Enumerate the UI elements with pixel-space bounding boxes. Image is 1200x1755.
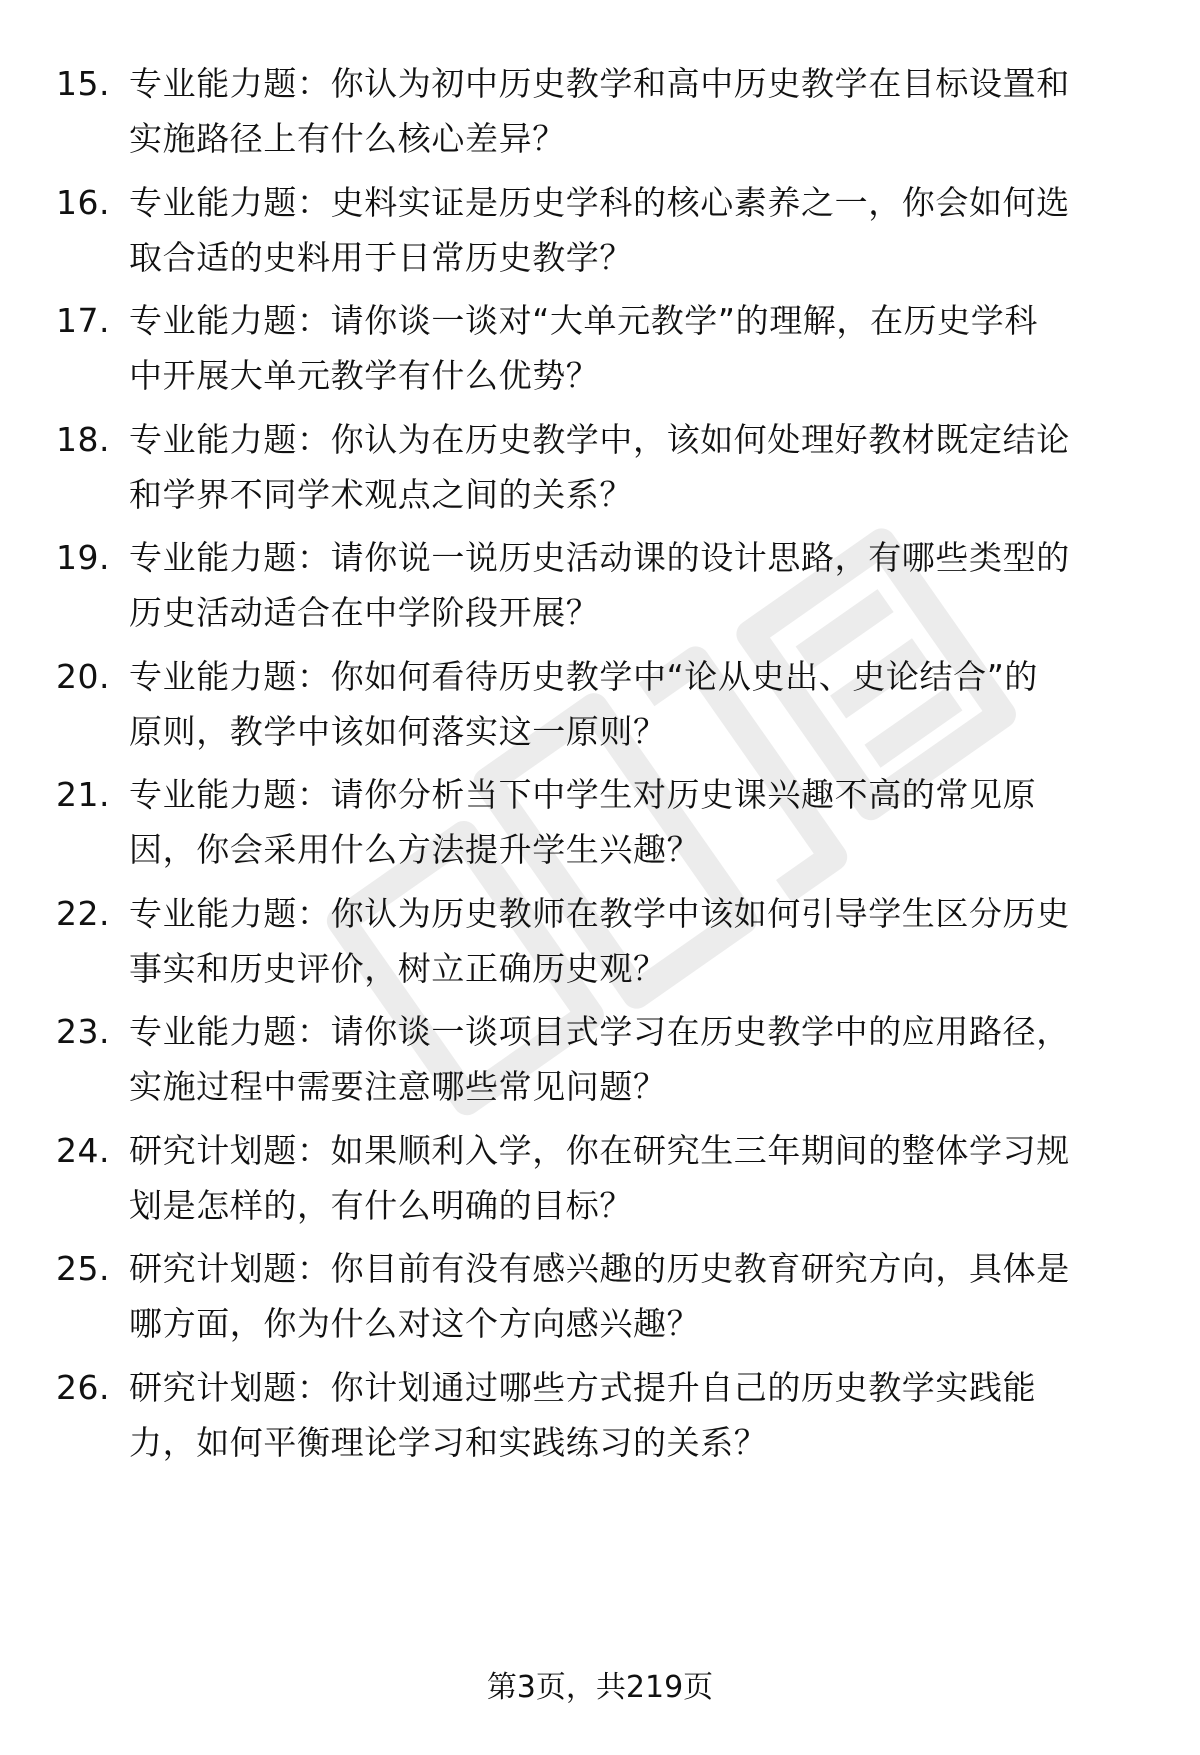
question-text-line: 和学界不同学术观点之间的关系？	[129, 474, 633, 514]
question-item	[0, 530, 1200, 640]
question-text	[129, 293, 1149, 403]
question-item	[0, 175, 1200, 285]
question-text	[129, 530, 1149, 640]
question-text-line: 中开展大单元教学有什么优势？	[129, 356, 600, 395]
question-text	[129, 175, 1149, 285]
question-text-line: 专业能力题：请你说一说历史活动课的设计思路，有哪些类型的	[129, 538, 1070, 577]
question-number: 15.	[56, 64, 110, 103]
question-number: 20.	[56, 656, 110, 696]
question-number: 19.	[56, 538, 110, 577]
question-text-line: 因，你会采用什么方法提升学生兴趣？	[129, 830, 701, 869]
question-text-line: 专业能力题：你如何看待历史教学中“论从史出、史论结合”的	[129, 656, 1038, 696]
question-text-line: 历史活动适合在中学阶段开展？	[129, 593, 600, 632]
question-item	[0, 293, 1200, 403]
question-number: 16.	[56, 182, 110, 222]
question-number: 22.	[56, 893, 110, 933]
question-item	[0, 767, 1200, 877]
question-number: 25.	[56, 1249, 110, 1288]
question-item	[0, 649, 1200, 759]
question-item	[0, 412, 1200, 522]
question-text-line: 研究计划题：你目前有没有感兴趣的历史教育研究方向，具体是	[129, 1249, 1070, 1288]
question-text	[129, 412, 1149, 522]
question-text-line: 专业能力题：请你分析当下中学生对历史课兴趣不高的常见原	[129, 775, 1037, 814]
question-text-line: 哪方面，你为什么对这个方向感兴趣？	[129, 1304, 701, 1343]
question-text-line: 研究计划题：如果顺利入学，你在研究生三年期间的整体学习规	[129, 1130, 1070, 1170]
question-text-line: 研究计划题：你计划通过哪些方式提升自己的历史教学实践能	[129, 1367, 1037, 1407]
question-text	[129, 649, 1149, 759]
question-text-line: 专业能力题：你认为在历史教学中，该如何处理好教材既定结论	[129, 419, 1070, 459]
question-text-line: 划是怎样的，有什么明确的目标？	[129, 1185, 633, 1225]
question-text	[129, 886, 1149, 996]
question-text-line: 实施过程中需要注意哪些常见问题？	[129, 1067, 667, 1106]
question-number: 17.	[56, 301, 110, 340]
question-text	[129, 56, 1149, 166]
question-item	[0, 1123, 1200, 1233]
page-number: 第3页，共219页	[486, 1670, 714, 1705]
question-item	[0, 1360, 1200, 1470]
question-item	[0, 1241, 1200, 1351]
question-text	[129, 1360, 1149, 1470]
question-number: 18.	[56, 419, 110, 459]
question-number: 21.	[56, 775, 110, 814]
question-text-line: 原则，教学中该如何落实这一原则？	[129, 711, 667, 751]
question-number: 23.	[56, 1012, 110, 1051]
question-text-line: 专业能力题：你认为初中历史教学和高中历史教学在目标设置和	[129, 64, 1070, 103]
question-text	[129, 1123, 1149, 1233]
question-text-line: 力，如何平衡理论学习和实践练习的关系？	[129, 1422, 768, 1462]
question-text-line: 专业能力题：史料实证是历史学科的核心素养之一，你会如何选	[129, 182, 1070, 222]
question-number: 24.	[56, 1130, 110, 1170]
question-item	[0, 886, 1200, 996]
question-item	[0, 56, 1200, 166]
question-item	[0, 1004, 1200, 1114]
question-text-line: 专业能力题：你认为历史教师在教学中该如何引导学生区分历史	[129, 893, 1070, 933]
question-text	[129, 1241, 1149, 1351]
question-text-line: 专业能力题：请你谈一谈项目式学习在历史教学中的应用路径，	[129, 1012, 1070, 1051]
question-text-line: 事实和历史评价，树立正确历史观？	[129, 948, 667, 988]
question-text-line: 取合适的史料用于日常历史教学？	[129, 237, 633, 277]
question-text	[129, 767, 1149, 877]
question-number: 26.	[56, 1367, 110, 1407]
question-text-line: 实施路径上有什么核心差异？	[129, 119, 566, 158]
question-text-line: 专业能力题：请你谈一谈对“大单元教学”的理解，在历史学科	[129, 301, 1038, 340]
question-text	[129, 1004, 1149, 1114]
